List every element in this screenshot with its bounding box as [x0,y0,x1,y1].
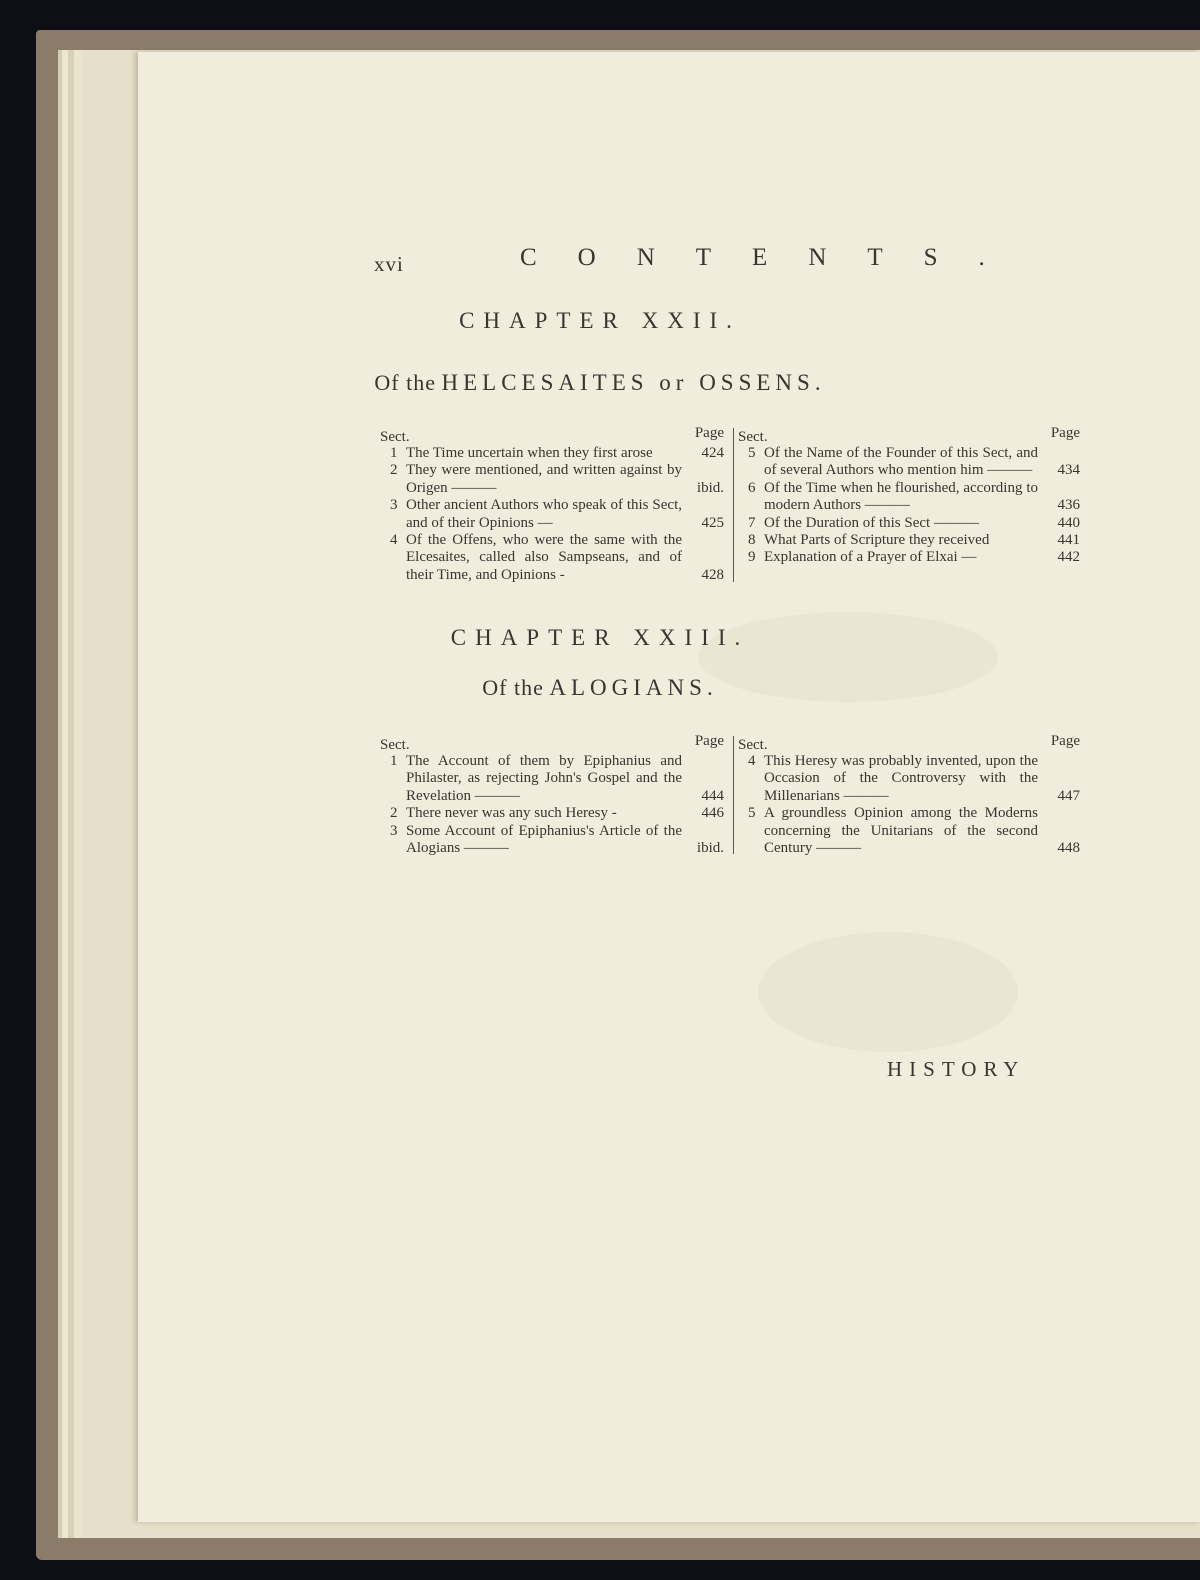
section-title: A groundless Opinion among the Moderns concerning the Unitarians of the second Century ——— [764,805,1038,857]
page-ref: 436 [1057,497,1080,514]
section-title: Of the Name of the Founder of this Sect, and of several Authors who mention him ——— [764,445,1038,479]
toc-entry [734,753,1080,805]
page-label: Page [1050,733,1080,749]
toc-entry [734,532,1080,549]
toc-entry [376,753,724,805]
page-ref: 440 [1057,514,1080,531]
toc-left-column [376,427,724,584]
section-number: 7 [748,514,756,531]
section-number: 8 [748,532,756,549]
sect-label: Sect. [380,737,410,753]
running-title: CONTENTS. [520,244,1026,271]
chapter-heading: CHAPTER XXII. [459,308,741,333]
chapter-heading: CHAPTER XXIII. [450,625,750,650]
page-label: Page [1050,425,1080,441]
section-number: 3 [390,497,398,514]
section-title: Other ancient Authors who speak of this Sect, and of their Opinions — [406,497,682,531]
section-title: The Account of them by Epiphanius and Philaster, as rejecting John's Gospel and the Revelation ——— [406,753,682,804]
chapter-subtitle [0,675,1200,701]
page-ref: 444 [701,787,724,804]
page-label: Page [694,425,724,441]
section-title: Some Account of Epiphanius's Article of the Alogians ——— [406,822,682,857]
column-header [734,735,1080,753]
catchword: HISTORY [887,1057,1026,1081]
section-title: They were mentioned, and written against by Origen ——— [406,462,682,496]
toc-entry [376,823,724,858]
toc-entry [734,549,1080,566]
toc-entry [376,462,724,497]
section-title: Of the Time when he flourished, according to modern Authors ——— [764,479,1038,514]
section-title: The Time uncertain when they first arose [406,445,653,461]
section-number: 1 [390,445,398,461]
sect-label: Sect. [738,737,768,753]
toc-entry [734,515,1080,532]
page-ref: 425 [701,514,724,531]
section-number: 2 [390,805,398,822]
section-title: This Heresy was probably invented, upon the Occasion of the Controversy with the Millenarians ——— [764,753,1038,804]
page-ref: 447 [1057,787,1080,804]
subtitle-prefix: Of the [482,675,544,700]
section-title: Explanation of a Prayer of Elxai — [764,549,977,566]
column-header [376,427,724,445]
page-ref: 442 [1057,549,1080,566]
section-title: Of the Offens, who were the same with the Elcesaites, called also Sampseans, and of their Time, and Opinions - [406,532,682,583]
column-header [734,427,1080,445]
toc-entry [376,805,724,822]
toc-entry [734,480,1080,515]
chapter-subtitle [0,370,1200,396]
section-number: 3 [390,822,398,839]
subtitle-name: ALOGIANS. [549,675,718,700]
section-number: 4 [390,532,398,549]
sect-label: Sect. [380,429,410,445]
page-ref: 428 [701,566,724,583]
toc-entry [734,445,1080,480]
subtitle-name: HELCESAITES or OSSENS. [441,370,826,395]
page-number: xvi [374,252,404,276]
page-ref: 424 [701,445,724,461]
toc-entry [376,445,724,462]
show-through-smudge [758,932,1018,1052]
page-ref: ibid. [696,840,724,857]
column-header [376,735,724,753]
toc-right-column [734,735,1080,857]
page-label: Page [694,733,724,749]
toc-left-column [376,735,724,857]
toc-entry [734,805,1080,857]
toc-entry [376,532,724,584]
section-number: 2 [390,462,398,479]
page-ref: 441 [1057,532,1080,549]
toc-entry [376,497,724,532]
section-number: 5 [748,805,756,822]
toc-right-column [734,427,1080,567]
section-title: Of the Duration of this Sect ——— [764,514,979,531]
page-ref: 434 [1057,462,1080,479]
sect-label: Sect. [738,429,768,445]
subtitle-prefix: Of the [374,370,436,395]
page-ref: 446 [701,805,724,822]
section-number: 9 [748,549,756,566]
section-number: 6 [748,479,756,496]
page-ref: ibid. [696,479,724,496]
section-number: 5 [748,445,756,461]
section-number: 1 [390,753,398,769]
section-title: There never was any such Heresy - [406,805,617,822]
section-title: What Parts of Scripture they received [764,532,990,549]
page-ref: 448 [1057,840,1080,857]
section-number: 4 [748,753,756,769]
